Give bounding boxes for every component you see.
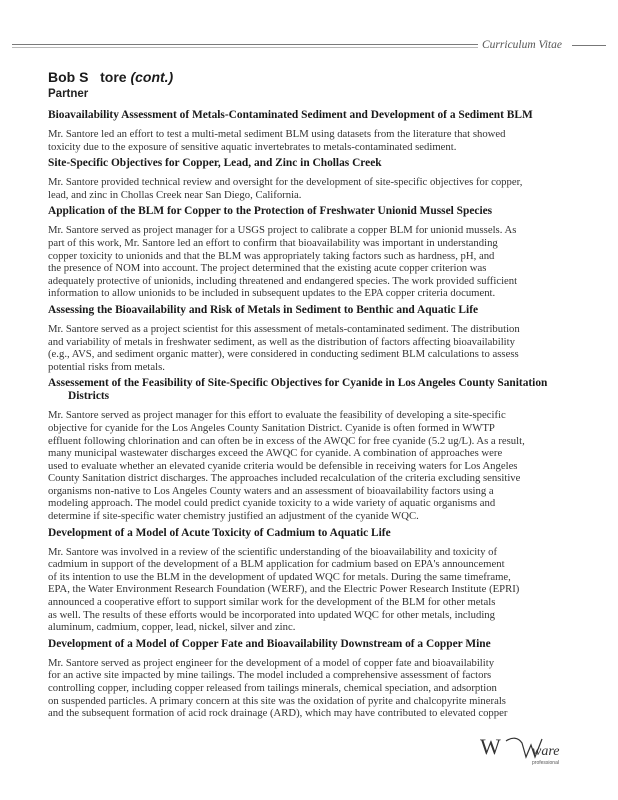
description-line: controlling copper, including copper released from tailings minerals, chemical speciation, and adsorption [48,682,497,694]
description-line: of its intention to use the BLM in the development of updated WQC for metals. During the same timeframe, [48,570,511,583]
description-line: objective for cyanide for the Los Angeles County Sanitation District. Cyanide is often formed in WWTP [48,421,495,434]
description-line: many municipal wastewater discharges exceed the AWQC for cyanide. A combination of approaches were [48,447,503,460]
description-line: cadmium in support of the development of a BLM application for cadmium based on EPA's announcement [48,558,505,571]
description-line: aluminum, cadmium, copper, lead, nickel, silver and zinc. [48,621,296,634]
continued-label: (cont.) [130,69,174,85]
project-section [48,377,578,522]
description-line: information to allow unionids to be included in subsequent updates to the EPA copper criteria document. [48,287,496,300]
header-rule-secondary [12,47,478,48]
project-heading-line: Application of the BLM for Copper to the Protection of Freshwater Unionid Mussel Species [48,205,493,218]
project-heading [48,157,578,170]
person-name: Bob S tore [48,69,127,85]
description-line: and variability of metals in freshwater sediment, as well as the distribution of factors affecting bioavailability [48,335,515,348]
description-line: potential risks from metals. [48,360,165,373]
project-heading [48,527,578,540]
project-heading-line: Site-Specific Objectives for Copper, Lead, and Zinc in Chollas Creek [48,157,382,170]
description-line: for an active site impacted by mine tailings. The model included a comprehensive assessment of factors [48,669,492,682]
project-section [48,109,578,153]
project-section [48,638,578,720]
description-line: on suspended particles. A primary concern at this site was the oxidation of pyrite and chalcopyrite minerals [48,694,506,707]
description-line: the presence of NOM into account. The project determined that the existing acute copper criterion was [48,262,487,275]
description-line: Mr. Santore served as a project scientist for this assessment of metals-contaminated sediment. The distribution [48,322,520,335]
project-heading-line: Assessing the Bioavailability and Risk of Metals in Sediment to Benthic and Aquatic Life [48,303,479,316]
description-line: Mr. Santore was involved in a review of the scientific understanding of the bioavailability and toxicity of [48,545,498,558]
description-line: copper toxicity to unionids and that the BLM was appropriately taking factors such as hardness, pH, and [48,249,495,262]
project-heading-line: Assessement of the Feasibility of Site-Specific Objectives for Cyanide in Los Angeles County Sanitation [48,377,548,390]
project-list [48,109,578,724]
description-line: toxicity due to the exposure of sensitive aquatic invertebrates to metals-contaminated sediment. [48,140,457,153]
header-rule [12,44,478,45]
project-description [48,128,578,153]
description-line: Mr. Santore led an effort to test a multi-metal sediment BLM using datasets from the literature that showed [48,128,506,140]
person-role: Partner [48,88,89,100]
project-section [48,527,578,634]
description-line: and the subsequent formation of acid rock drainage (ARD), which may have contributed to elevated copper [48,707,508,720]
project-heading-line: Bioavailability Assessment of Metals-Contaminated Sediment and Development of a Sediment BLM [48,109,533,121]
project-heading-line: Development of a Model of Copper Fate and Bioavailability Downstream of a Copper Mine [48,637,491,650]
company-logo [480,733,610,769]
description-line: determine if site-specific water chemistry justified an adjustment of the cyanide WQC. [48,510,419,523]
description-line: Mr. Santore served as project engineer for the development of a model of copper fate and bioavailability [48,656,495,669]
project-heading [48,205,578,218]
logo-letter: W [480,734,501,759]
project-heading [48,304,578,317]
project-heading [48,638,578,651]
project-heading-line: Districts [68,390,110,403]
header-dash [572,45,606,46]
description-line: as well. The results of these efforts would be incorporated into updated WQC for other metals, including [48,608,495,621]
description-line: Mr. Santore served as project manager for this effort to evaluate the feasibility of developing a site-specific [48,409,506,422]
description-line: used to evaluate whether an elevated cyanide criteria would be defensible in receiving waters for Los Angeles [48,459,518,472]
description-line: Mr. Santore provided technical review and oversight for the development of site-specific objectives for copper, [48,176,523,189]
project-description [48,546,578,634]
logo-wordmark [502,733,602,769]
project-section [48,157,578,201]
description-line: adequately protective of unionids, including threatened and endangered species. The work provided sufficient [48,274,518,287]
project-section [48,304,578,373]
description-line: organisms non-native to Los Angeles County waters and an assessment of bioavailability factors using a [48,484,494,497]
logo-subtext: professional [532,760,559,766]
description-line: County Sanitation district discharges. The approaches included recalculation of the criteria excluding sensitive [48,472,521,485]
description-line: effluent following chlorination and can often be in excess of the AWQC for free cyanide (5.2 ug/L). As a result, [48,434,525,447]
project-section [48,205,578,300]
running-title: Curriculum Vitae [482,39,562,51]
project-heading [48,377,578,403]
project-description [48,657,578,720]
description-line: lead, and zinc in Chollas Creek near San Diego, California. [48,188,302,201]
person-name-line [48,69,173,85]
description-line: (e.g., AVS, and sediment organic matter), were considered in conducting sediment BLM calculations to assess [48,348,519,361]
project-description [48,176,578,201]
project-heading [48,109,578,122]
project-description [48,409,578,522]
description-line: EPA, the Water Environment Research Foundation (WERF), and the Electric Power Research Institute (EPRI) [48,583,520,596]
description-line: part of this work, Mr. Santore led an effort to confirm that bioavailability was important in understanding [48,236,498,249]
project-description [48,323,578,373]
description-line: Mr. Santore served as project manager for a USGS project to calibrate a copper BLM for unionid mussels. As [48,224,517,237]
description-line: announced a cooperative effort to support similar work for the development of the BLM for other metals [48,596,496,609]
logo-word: ware [532,744,560,759]
description-line: modeling approach. The model could predict cyanide toxicity to a wide variety of aquatic organisms and [48,497,496,510]
project-heading-line: Development of a Model of Acute Toxicity of Cadmium to Aquatic Life [48,526,391,539]
project-description [48,224,578,300]
